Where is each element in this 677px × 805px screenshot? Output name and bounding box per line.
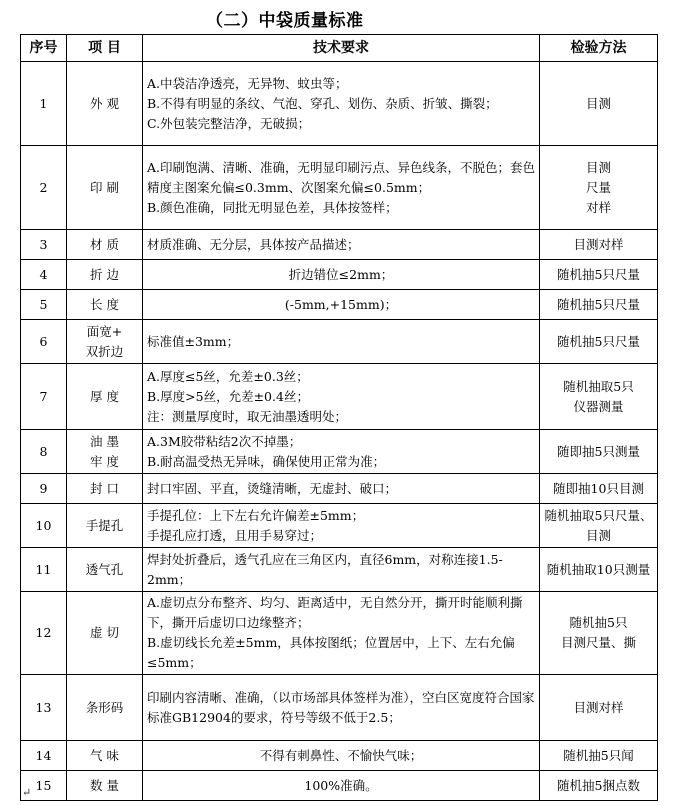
method-line: 目测 <box>585 159 611 175</box>
row-number: 12 <box>21 592 67 675</box>
item-line: 数 量 <box>90 777 119 793</box>
requirement-line: A.虚切点分布整齐、均匀、距离适中，无自然分开，撕开时能顺利撕下，撕开后虚切口边缘整齐； <box>147 595 523 630</box>
item-line: 虚 切 <box>90 625 119 640</box>
row-number: 11 <box>21 548 67 592</box>
item-line: 牢 度 <box>90 453 119 469</box>
method-line: 目测对样 <box>573 236 624 252</box>
row-number: 2 <box>21 146 67 230</box>
requirement-line: A.3M胶带粘结2次不掉墨； <box>147 433 302 449</box>
row-number: 7 <box>21 364 67 430</box>
table-row <box>21 290 658 320</box>
requirement-line: B.不得有明显的条纹、气泡、穿孔、划伤、杂质、折皱、撕裂； <box>147 95 498 111</box>
row-item <box>67 592 143 675</box>
row-requirement <box>143 675 540 741</box>
row-requirement <box>143 548 540 592</box>
row-requirement <box>143 260 540 290</box>
table-row <box>21 771 658 801</box>
method-line: 随机抽5只闻 <box>563 747 634 763</box>
requirement-line: 折边错位≤2mm； <box>288 266 394 282</box>
row-requirement <box>143 364 540 430</box>
row-requirement <box>143 741 540 771</box>
row-method <box>540 592 658 675</box>
row-requirement <box>143 230 540 260</box>
item-line: 材 质 <box>90 236 119 252</box>
row-requirement <box>143 474 540 504</box>
row-requirement <box>143 430 540 474</box>
header-no: 序号 <box>21 35 67 62</box>
table-row <box>21 62 658 146</box>
row-method <box>540 364 658 430</box>
table-row <box>21 741 658 771</box>
row-item <box>67 771 143 801</box>
requirement-line: A.印刷饱满、清晰、准确，无明显印刷污点、异色线条，不脱色；套色精度主图案允偏≤0.3mm、次图案允偏≤0.5mm； <box>147 159 536 195</box>
table-row <box>21 474 658 504</box>
requirement-line: (-5mm,+15mm)； <box>284 296 398 312</box>
row-requirement <box>143 592 540 675</box>
method-line: 随机抽取5只尺量、目测 <box>544 507 653 543</box>
requirement-line: 封口牢固、平直，烫缝清晰，无虚封、破口； <box>147 480 398 496</box>
requirement-line: B.耐高温受热无异味，确保使用正常为准； <box>147 453 386 469</box>
header-row <box>21 35 658 62</box>
method-line: 随机抽5捆点数 <box>557 777 640 793</box>
row-method <box>540 260 658 290</box>
header-method: 检验方法 <box>540 35 658 62</box>
method-line: 随机抽5只尺量 <box>557 333 640 349</box>
row-item <box>67 364 143 430</box>
row-method <box>540 430 658 474</box>
row-item <box>67 62 143 146</box>
row-method <box>540 474 658 504</box>
row-method <box>540 62 658 146</box>
item-line: 封 口 <box>90 480 119 496</box>
item-line: 长 度 <box>90 296 119 312</box>
row-method <box>540 504 658 548</box>
item-line: 透气孔 <box>85 561 124 577</box>
row-method <box>540 146 658 230</box>
requirement-line: 手提孔位：上下左右允许偏差±5mm； <box>147 507 365 523</box>
row-requirement <box>143 771 540 801</box>
row-number: 10 <box>21 504 67 548</box>
row-requirement <box>143 62 540 146</box>
row-method <box>540 741 658 771</box>
table-row <box>21 675 658 741</box>
row-number: 3 <box>21 230 67 260</box>
requirement-line: B.厚度>5丝，允差±0.4丝； <box>147 388 309 404</box>
method-line: 仪器测量 <box>573 398 624 414</box>
requirement-line: C.外包装完整洁净，无破损； <box>147 115 311 131</box>
paragraph-mark: ↵ <box>22 786 32 799</box>
method-line: 随机抽5只 <box>569 615 628 630</box>
item-line: 面宽+ <box>86 323 123 339</box>
table-row <box>21 146 658 230</box>
item-line: 气 味 <box>90 747 119 763</box>
row-number: 9 <box>21 474 67 504</box>
requirement-line: 手提孔应打透，且用手易穿过； <box>147 527 323 543</box>
requirement-line: A.厚度≤5丝，允差±0.3丝； <box>147 368 309 384</box>
row-method <box>540 230 658 260</box>
row-number: 15 <box>21 771 67 801</box>
row-item <box>67 230 143 260</box>
table-row <box>21 364 658 430</box>
row-item <box>67 430 143 474</box>
requirement-line: 材质准确、无分层，具体按产品描述； <box>147 236 360 252</box>
item-line: 油 墨 <box>90 433 119 449</box>
row-requirement <box>143 504 540 548</box>
table-row <box>21 504 658 548</box>
row-item <box>67 675 143 741</box>
page-title: （二）中袋质量标准 <box>206 11 364 31</box>
requirement-line: 标准值±3mm； <box>147 333 240 349</box>
header-item: 项 目 <box>67 35 143 62</box>
row-item <box>67 260 143 290</box>
row-item <box>67 504 143 548</box>
method-line: 对样 <box>585 199 611 215</box>
method-line: 随即抽10只目测 <box>553 480 644 496</box>
requirement-line: 注：测量厚度时，取无油墨透明处； <box>147 408 348 424</box>
row-requirement <box>143 146 540 230</box>
row-number: 1 <box>21 62 67 146</box>
row-item <box>67 146 143 230</box>
row-item <box>67 474 143 504</box>
requirement-line: 焊封处折叠后，透气孔应在三角区内，直径6mm，对称连接1.5-2mm； <box>147 551 503 587</box>
table-row <box>21 548 658 592</box>
quality-standard-table <box>20 34 658 801</box>
table-row <box>21 430 658 474</box>
table-row <box>21 592 658 675</box>
row-method <box>540 320 658 364</box>
item-line: 手提孔 <box>85 517 124 533</box>
requirement-line: 印刷内容清晰、准确，（以市场部具体签样为准），空白区宽度符合国家标准GB12904的要求，符号等级不低于2.5； <box>147 689 535 725</box>
table-row <box>21 320 658 364</box>
row-number: 8 <box>21 430 67 474</box>
item-line: 外 观 <box>90 95 119 111</box>
item-line: 厚 度 <box>90 388 119 404</box>
row-item <box>67 290 143 320</box>
item-line: 折 边 <box>90 266 119 282</box>
table-row <box>21 260 658 290</box>
table-row <box>21 230 658 260</box>
method-line: 随机抽取10只测量 <box>546 561 651 577</box>
requirement-line: 不得有刺鼻性、不愉快气味； <box>259 747 423 763</box>
row-number: 4 <box>21 260 67 290</box>
requirement-line: B.颜色准确，同批无明显色差，具体按签样； <box>147 199 398 215</box>
method-line: 尺量 <box>585 179 611 195</box>
method-line: 随即抽5只测量 <box>557 443 640 459</box>
method-line: 目测对样 <box>573 699 624 715</box>
row-method <box>540 771 658 801</box>
row-requirement <box>143 320 540 364</box>
method-line: 随机抽5只尺量 <box>557 296 640 312</box>
header-requirement: 技术要求 <box>143 35 540 62</box>
item-line: 双折边 <box>85 343 124 359</box>
row-number: 5 <box>21 290 67 320</box>
row-requirement <box>143 290 540 320</box>
row-number: 6 <box>21 320 67 364</box>
row-number: 13 <box>21 675 67 741</box>
row-item <box>67 548 143 592</box>
item-line: 条形码 <box>85 699 124 715</box>
requirement-line: B.虚切线长允差±5mm，具体按图纸；位置居中，上下、左右允偏≤5mm； <box>147 635 515 670</box>
requirement-line: A.中袋洁净透亮，无异物、蚊虫等； <box>147 75 348 91</box>
row-method <box>540 675 658 741</box>
row-number: 14 <box>21 741 67 771</box>
method-line: 目测 <box>585 95 611 111</box>
row-method <box>540 548 658 592</box>
method-line: 目测尺量、撕 <box>560 635 636 650</box>
row-item <box>67 320 143 364</box>
method-line: 随机抽取5只 <box>563 378 634 394</box>
item-line: 印 刷 <box>90 179 119 195</box>
method-line: 随机抽5只尺量 <box>557 266 640 282</box>
row-item <box>67 741 143 771</box>
row-method <box>540 290 658 320</box>
requirement-line: 100%准确。 <box>304 777 378 793</box>
